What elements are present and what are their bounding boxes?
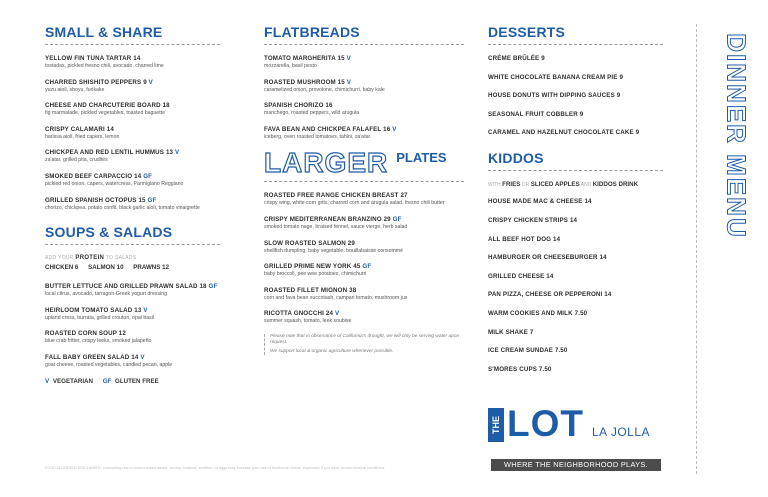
menu-item-heading	[488, 291, 663, 298]
menu-item-heading	[45, 102, 220, 110]
menu-item-description: smoked tomato nage, braised fennel, sauce vierge, herb salad	[264, 223, 408, 230]
menu-item-heading	[264, 310, 464, 318]
menu-item-name: ICE CREAM SUNDAE	[488, 347, 553, 355]
menu-item-heading	[488, 74, 663, 81]
menu-item	[488, 291, 663, 298]
menu-item	[488, 217, 663, 224]
menu-item	[45, 102, 220, 117]
menu-item-description: upland cress, burrata, grilled crouton, opal basil	[45, 314, 154, 321]
menu-item	[264, 79, 464, 94]
menu-item-name: FAVA BEAN AND CHICKPEA FALAFEL	[264, 125, 382, 133]
desserts-list	[488, 55, 663, 136]
menu-item	[264, 240, 464, 255]
menu-item-price: 7	[529, 328, 534, 336]
menu-item-description: za'atar, grilled pita, crudités	[45, 157, 108, 164]
menu-item-heading	[488, 236, 663, 243]
menu-item-heading	[264, 216, 464, 224]
menu-item	[264, 263, 464, 278]
menu-item-heading	[264, 263, 464, 271]
menu-item-heading	[45, 173, 220, 181]
section-divider	[45, 44, 220, 45]
menu-item	[45, 173, 220, 188]
soups-salads-list	[45, 283, 220, 368]
menu-item-description: manchego, roasted peppers, wild arugula	[264, 110, 360, 117]
menu-item-description: pickled red onion, capers, watercress, Parmigiano Reggiano	[45, 180, 184, 187]
drought-note: Please note that in observance of California's drought, we will only be serving water upon request.	[270, 333, 460, 346]
menu-item-name: HOUSE DONUTS WITH DIPPING SAUCES	[488, 92, 615, 100]
menu-item-description: baby broccoli, pee wee potatoes, chimichurri	[264, 271, 367, 278]
menu-item-name: CHEESE AND CHARCUTERIE BOARD	[45, 102, 161, 110]
menu-item-price: 14	[106, 125, 114, 133]
addon-suffix: TO SALADS	[105, 255, 137, 262]
section-divider	[45, 244, 220, 245]
menu-item-heading	[264, 240, 464, 248]
menu-item	[488, 111, 663, 118]
vegetarian-tag: V	[140, 353, 145, 361]
menu-item	[488, 129, 663, 136]
menu-item-price: 13	[165, 149, 174, 157]
menu-item-price: 7.50	[554, 347, 568, 355]
allergen-disclaimer: FOOD ALLERGEN DISCLAIMER: consuming raw or undercooked meats, poultry, seafood, shellfish, or eggs may increase your risk of foodborne illness, especially if you have certain medical conditions.	[45, 466, 386, 470]
menu-item-heading	[488, 273, 663, 280]
menu-item-name: S'MORES CUPS	[488, 365, 537, 373]
plates-word: PLATES	[396, 150, 447, 166]
menu-item-name: RICOTTA GNOCCHI	[264, 310, 324, 318]
column-middle	[264, 24, 464, 355]
menu-item-heading	[45, 354, 220, 362]
larger-plates-heading	[264, 149, 464, 177]
logo-lot-text: LOT	[507, 403, 584, 444]
menu-item-heading	[488, 129, 663, 136]
menu-item-price: 15	[337, 78, 345, 86]
menu-item-price: 14	[133, 55, 141, 62]
vegetarian-tag: V	[346, 78, 352, 86]
menu-item	[488, 366, 663, 373]
menu-item-description: caramelized onion, provolone, chimichurri, baby kale	[264, 86, 385, 93]
menu-item-name: CARAMEL AND HAZELNUT CHOCOLATE CAKE	[488, 129, 634, 137]
section-divider	[264, 44, 464, 45]
menu-item-description: crispy wing, white corn grits, charred corn and arugula salad, fresno chili butter	[264, 200, 445, 207]
menu-item	[488, 55, 663, 62]
menu-item-name: GRILLED CHEESE	[488, 272, 545, 280]
menu-item-name: CHICKPEA AND RED LENTIL HUMMUS	[45, 149, 165, 157]
protein-options	[45, 264, 220, 271]
menu-item-price: 14	[134, 172, 142, 180]
menu-item-price: 7.50	[574, 309, 588, 317]
gluten-free-tag: GF	[362, 263, 372, 271]
menu-item-heading	[264, 126, 464, 134]
menu-item	[488, 310, 663, 317]
menu-item-name: PAN PIZZA, CHEESE OR PEPPERONI	[488, 291, 603, 299]
gluten-free-tag: GF	[147, 196, 157, 204]
menu-item-price: 9	[143, 78, 147, 86]
menu-item	[488, 254, 663, 261]
logo-the-text: THE	[491, 416, 501, 434]
menu-item-price: 18	[199, 283, 207, 291]
legend-gf-mark: GF	[102, 377, 112, 385]
menu-item-price: 29	[383, 215, 391, 223]
menu-item-description: tostadas, pickled fresno chili, avocado, charred lime	[45, 63, 164, 69]
menu-item-price: 9	[541, 55, 545, 62]
menu-item	[488, 74, 663, 81]
menu-item-name: CRÈME BRÛLÉE	[488, 55, 540, 62]
section-divider	[488, 44, 663, 45]
menu-item	[45, 354, 220, 369]
menu-item-description: corn and fava bean succotash, campari tomato, mushroom jus	[264, 294, 408, 301]
menu-item-heading	[264, 192, 464, 200]
menu-item	[45, 79, 220, 94]
menu-item	[488, 198, 663, 205]
addon-word: PROTEIN	[75, 255, 105, 262]
menu-item-name: ALL BEEF HOT DOG	[488, 235, 552, 243]
menu-item-name: CRISPY CHICKEN STRIPS	[488, 216, 569, 224]
menu-item-price: 9	[579, 110, 584, 118]
menu-item-price: 13	[134, 306, 142, 314]
dietary-legend	[45, 378, 220, 385]
menu-item-heading	[488, 254, 663, 261]
menu-item-heading	[264, 287, 464, 295]
menu-item-name: HOUSE MADE MAC & CHEESE	[488, 198, 583, 206]
menu-item	[264, 126, 464, 141]
menu-item-heading	[488, 92, 663, 99]
gluten-free-tag: GF	[208, 283, 218, 291]
menu-item-description: mozzarella, basil pesto	[264, 63, 317, 69]
flatbreads-list	[264, 55, 464, 140]
intro-with: WITH	[488, 182, 501, 189]
larger-word: LARGER	[264, 147, 389, 179]
section-divider	[488, 170, 663, 171]
vegetarian-tag: V	[175, 149, 180, 157]
dinner-menu-title	[716, 26, 756, 246]
menu-item	[488, 329, 663, 336]
menu-item-price: 15	[337, 55, 345, 62]
section-title-small-share: SMALL & SHARE	[45, 24, 163, 40]
menu-item-description: harissa aioli, fried capers, lemon	[45, 133, 120, 140]
menu-item	[488, 236, 663, 243]
menu-item-heading	[488, 111, 663, 118]
notice-box	[264, 334, 464, 355]
logo-location: LA JOLLA	[592, 425, 651, 439]
menu-item-heading	[264, 102, 464, 110]
section-title-desserts: DESSERTS	[488, 24, 566, 40]
menu-item-name: ROASTED FILLET MIGNON	[264, 286, 348, 294]
menu-item-heading	[264, 79, 464, 87]
menu-item-price: 9	[635, 129, 640, 137]
menu-item-name: GRILLED PRIME NEW YORK	[264, 263, 352, 271]
vegetarian-tag: V	[346, 55, 351, 62]
menu-item-heading	[45, 55, 220, 63]
menu-item-heading	[488, 329, 663, 336]
menu-item	[45, 126, 220, 141]
menu-item-price: 29	[347, 239, 355, 247]
small-share-list	[45, 55, 220, 211]
vertical-divider	[696, 24, 697, 474]
intro-or: OR	[521, 182, 530, 189]
menu-item-price: 14	[131, 353, 139, 361]
addon-prefix: ADD YOUR	[45, 255, 74, 262]
protein-prawns: PRAWNS 12	[133, 264, 170, 272]
kiddos-intro	[488, 181, 663, 188]
menu-item	[264, 216, 464, 231]
menu-item	[488, 347, 663, 354]
menu-item-name: WARM COOKIES AND MILK	[488, 309, 573, 317]
menu-item-price: 14	[569, 216, 578, 224]
menu-item	[264, 287, 464, 302]
menu-item-description: goat cheese, roasted vegetables, candied pecan, apple	[45, 361, 173, 368]
menu-item-heading	[45, 330, 220, 338]
menu-item-heading	[45, 307, 220, 315]
menu-item-description: local citrus, avocado, tarragon-Greek yogurt dressing	[45, 291, 167, 298]
intro-fries: FRIES	[502, 181, 521, 189]
menu-item	[264, 310, 464, 325]
menu-item-price: 15	[138, 196, 146, 204]
menu-item-price: 45	[353, 263, 361, 271]
menu-item	[45, 307, 220, 322]
menu-item-heading	[488, 366, 663, 373]
menu-item-name: CHARRED SHISHITO PEPPERS	[45, 78, 142, 86]
menu-item-price: 14	[584, 198, 592, 206]
dinner-menu-text: DINNER MENU	[721, 33, 752, 239]
menu-item-name: SPANISH CHORIZO	[264, 102, 324, 110]
menu-item-name: HEIRLOOM TOMATO SALAD	[45, 306, 133, 314]
menu-item-description: iceberg, oven roasted tomatoes, tahini, za'atar	[264, 133, 371, 140]
vegetarian-tag: V	[143, 306, 148, 314]
menu-item-name: SMOKED BEEF CARPACCIO	[45, 172, 133, 180]
menu-item	[264, 55, 464, 70]
local-note: We support local & organic agriculture whenever possible.	[270, 348, 394, 354]
menu-item-name: HAMBURGER OR CHEESEBURGER	[488, 254, 598, 262]
menu-item-name: WHITE CHOCOLATE BANANA CREAM PIE	[488, 73, 618, 81]
menu-item	[45, 330, 220, 345]
menu-item-name: MILK SHAKE	[488, 328, 528, 336]
larger-plates-list	[264, 192, 464, 325]
menu-item	[264, 102, 464, 117]
menu-item-name: CRISPY MEDITERRANEAN BRANZINO	[264, 215, 382, 223]
menu-item-price: 18	[162, 102, 170, 110]
menu-item-name: CRISPY CALAMARI	[45, 125, 105, 133]
menu-item	[488, 92, 663, 99]
the-lot-logo	[488, 403, 663, 444]
menu-item	[488, 273, 663, 280]
menu-item-heading	[488, 55, 663, 62]
menu-item-price: 14	[553, 235, 561, 243]
menu-item-name: BUTTER LETTUCE AND GRILLED PRAWN SALAD	[45, 283, 198, 291]
menu-item-description: chorizo, chickpea, potato confit, black garlic aioli, tomato vinaigrette	[45, 204, 200, 211]
menu-item-price: 16	[383, 125, 391, 133]
menu-item-name: YELLOW FIN TUNA TARTAR	[45, 55, 132, 62]
vegetarian-tag: V	[392, 125, 397, 133]
gluten-free-tag: GF	[392, 215, 402, 223]
intro-drink: KIDDOS DRINK	[592, 181, 639, 189]
menu-item-name: SLOW ROASTED SALMON	[264, 239, 346, 247]
menu-item-price: 16	[325, 102, 333, 110]
menu-item-heading	[45, 283, 220, 291]
menu-item-heading	[45, 197, 220, 205]
logo-the-block	[488, 408, 504, 442]
menu-item-price: 7.50	[538, 365, 552, 373]
column-left	[45, 24, 220, 385]
vegetarian-tag: V	[148, 78, 153, 86]
menu-item-heading	[488, 198, 663, 205]
menu-item-price: 12	[118, 330, 126, 338]
section-title-kiddos: KIDDOS	[488, 150, 544, 167]
menu-item-description: fig marmalade, pickled vegetables, toasted baguette	[45, 110, 165, 117]
menu-item-price: 14	[546, 272, 554, 280]
menu-item-heading	[45, 126, 220, 134]
menu-item	[45, 149, 220, 164]
menu-item-heading	[488, 217, 663, 224]
menu-item-name: GRILLED SPANISH OCTOPUS	[45, 196, 137, 204]
menu-item-price: 38	[349, 286, 357, 294]
menu-item-heading	[488, 347, 663, 354]
menu-item-name: TOMATO MARGHERITA	[264, 55, 336, 62]
menu-item-name: FALL BABY GREEN SALAD	[45, 353, 130, 361]
menu-item-heading	[488, 310, 663, 317]
menu-item-price: 24	[325, 310, 334, 318]
menu-item-name: ROASTED CORN SOUP	[45, 330, 117, 338]
legend-gf-label: GLUTEN FREE	[115, 377, 159, 385]
menu-item-name: ROASTED FREE RANGE CHICKEN BREAST	[264, 192, 399, 200]
menu-item-description: summer squash, tomato, leek soubise	[264, 318, 352, 325]
menu-item-price: 27	[400, 192, 408, 200]
section-title-flatbreads: FLATBREADS	[264, 24, 360, 40]
vegetarian-tag: V	[334, 310, 340, 318]
protein-salmon: SALMON 10	[88, 264, 124, 272]
menu-item-price: 14	[599, 254, 607, 262]
legend-v-label: VEGETARIAN	[52, 377, 93, 385]
menu-item	[45, 197, 220, 212]
intro-apples: SLICED APPLES	[530, 181, 580, 189]
menu-item-price: 14	[604, 291, 612, 299]
menu-item-heading	[45, 149, 220, 157]
menu-item-description: blue crab fritter, crispy leeks, smoked jalapeño	[45, 338, 152, 345]
menu-item-price: 9	[616, 92, 621, 100]
kiddos-list	[488, 198, 663, 372]
menu-item-description: yuzu aioli, shoyu, furikake	[45, 86, 105, 93]
tagline-banner: WHERE THE NEIGHBORHOOD PLAYS.	[491, 459, 661, 471]
gluten-free-tag: GF	[143, 172, 153, 180]
section-divider	[264, 181, 464, 182]
menu-item	[264, 192, 464, 207]
menu-item-price: 9	[619, 73, 624, 81]
menu-item-description: shellfish dumpling, baby vegetable, bouillabaisse consommé	[264, 247, 403, 254]
section-title-soups-salads: SOUPS & SALADS	[45, 224, 173, 241]
menu-item	[45, 55, 220, 70]
protein-addon-label	[45, 255, 220, 261]
menu-item-heading	[45, 79, 220, 87]
legend-v-mark: V	[45, 377, 50, 385]
column-right	[488, 24, 663, 384]
menu-item	[45, 283, 220, 298]
menu-item-name: ROASTED MUSHROOM	[264, 78, 336, 86]
intro-and: AND	[580, 182, 592, 189]
menu-item-name: SEASONAL FRUIT COBBLER	[488, 110, 578, 118]
protein-chicken: CHICKEN 6	[45, 264, 79, 272]
menu-item-heading	[264, 55, 464, 63]
